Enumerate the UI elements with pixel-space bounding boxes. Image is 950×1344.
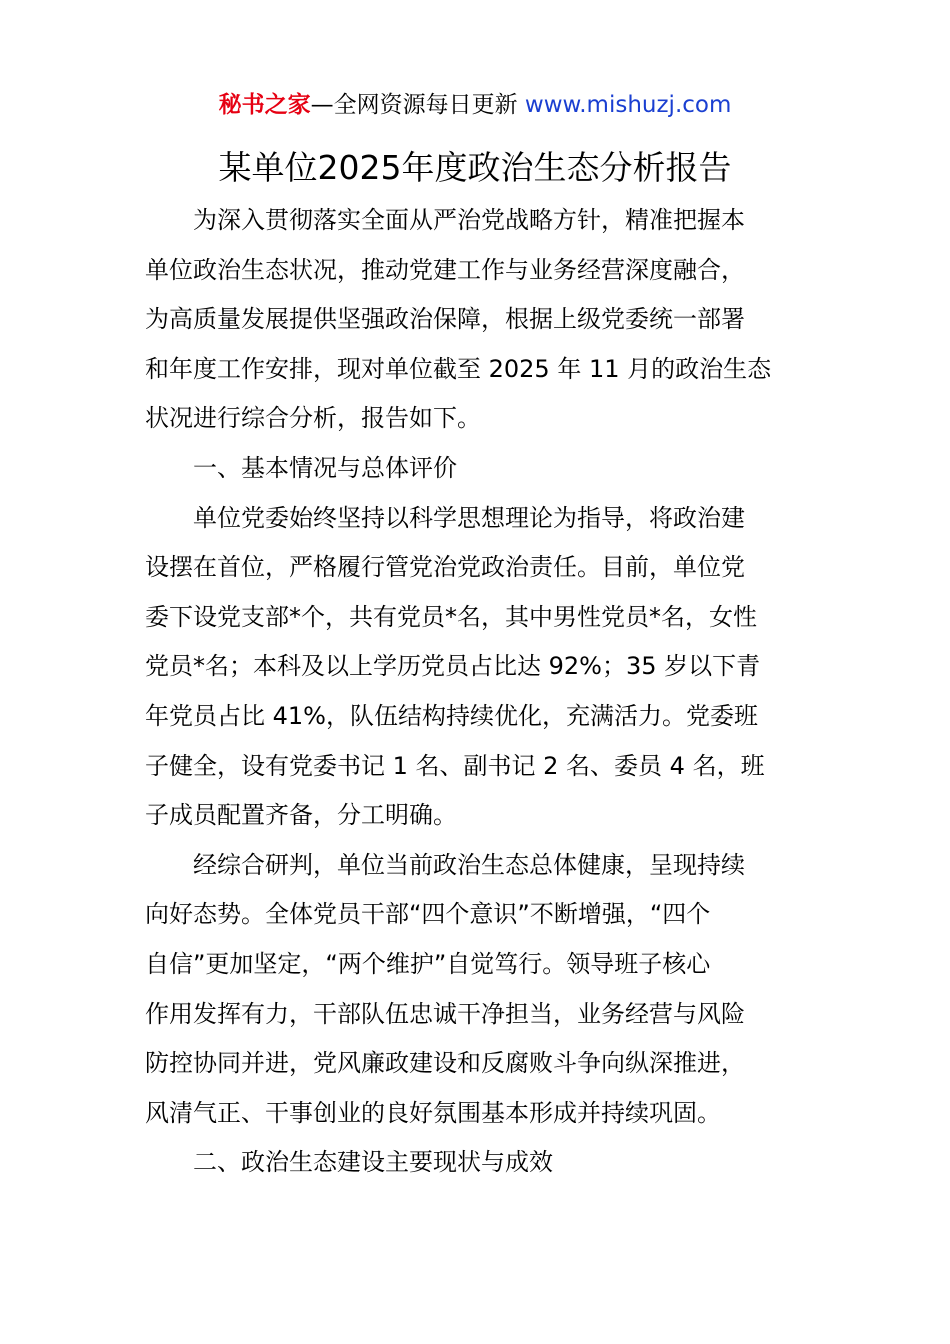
header-tagline: —全网资源每日更新	[310, 92, 518, 118]
paragraph-line: 党员*名；本科及以上学历党员占比达 92%；35 岁以下青	[145, 652, 761, 681]
paragraph-line: 风清气正、干事创业的良好氛围基本形成并持续巩固。	[145, 1098, 721, 1127]
paragraph-line: 设摆在首位，严格履行管党治党政治责任。目前，单位党	[145, 553, 745, 582]
paragraph-line: 子成员配置齐备，分工明确。	[145, 801, 457, 830]
paragraph-line: 委下设党支部*个，共有党员*名，其中男性党员*名，女性	[145, 602, 757, 631]
paragraph-line: 自信”更加坚定，“两个维护”自觉笃行。领导班子核心	[145, 949, 711, 978]
paragraph-line: 经综合研判，单位当前政治生态总体健康，呈现持续	[193, 850, 745, 879]
paragraph-line: 单位党委始终坚持以科学思想理论为指导，将政治建	[193, 503, 745, 532]
paragraph-line: 年党员占比 41%，队伍结构持续优化，充满活力。党委班	[145, 701, 758, 730]
intro-line: 和年度工作安排，现对单位截至 2025 年 11 月的政治生态	[145, 354, 772, 383]
intro-line: 为深入贯彻落实全面从严治党战略方针，精准把握本	[193, 206, 745, 234]
site-header	[0, 88, 950, 122]
intro-line: 状况进行综合分析，报告如下。	[145, 404, 481, 433]
section-heading: 二、政治生态建设主要现状与成效	[193, 1148, 553, 1177]
section-heading: 一、基本情况与总体评价	[193, 453, 457, 482]
intro-line: 单位政治生态状况，推动党建工作与业务经营深度融合，	[145, 255, 745, 284]
paragraph-line: 子健全，设有党委书记 1 名、副书记 2 名、委员 4 名，班	[145, 751, 765, 780]
paragraph-line: 作用发挥有力，干部队伍忠诚干净担当，业务经营与风险	[145, 999, 745, 1028]
document-body	[145, 196, 810, 1188]
paragraph-line: 向好态势。全体党员干部“四个意识”不断增强，“四个	[145, 900, 711, 929]
document-title: 某单位2025年度政治生态分析报告	[218, 148, 732, 187]
paragraph-line: 防控协同并进，党风廉政建设和反腐败斗争向纵深推进，	[145, 1049, 745, 1078]
brand-name: 秘书之家	[218, 92, 311, 118]
intro-line: 为高质量发展提供坚强政治保障，根据上级党委统一部署	[145, 305, 745, 334]
site-url-link[interactable]: www.mishuzj.com	[524, 92, 732, 118]
